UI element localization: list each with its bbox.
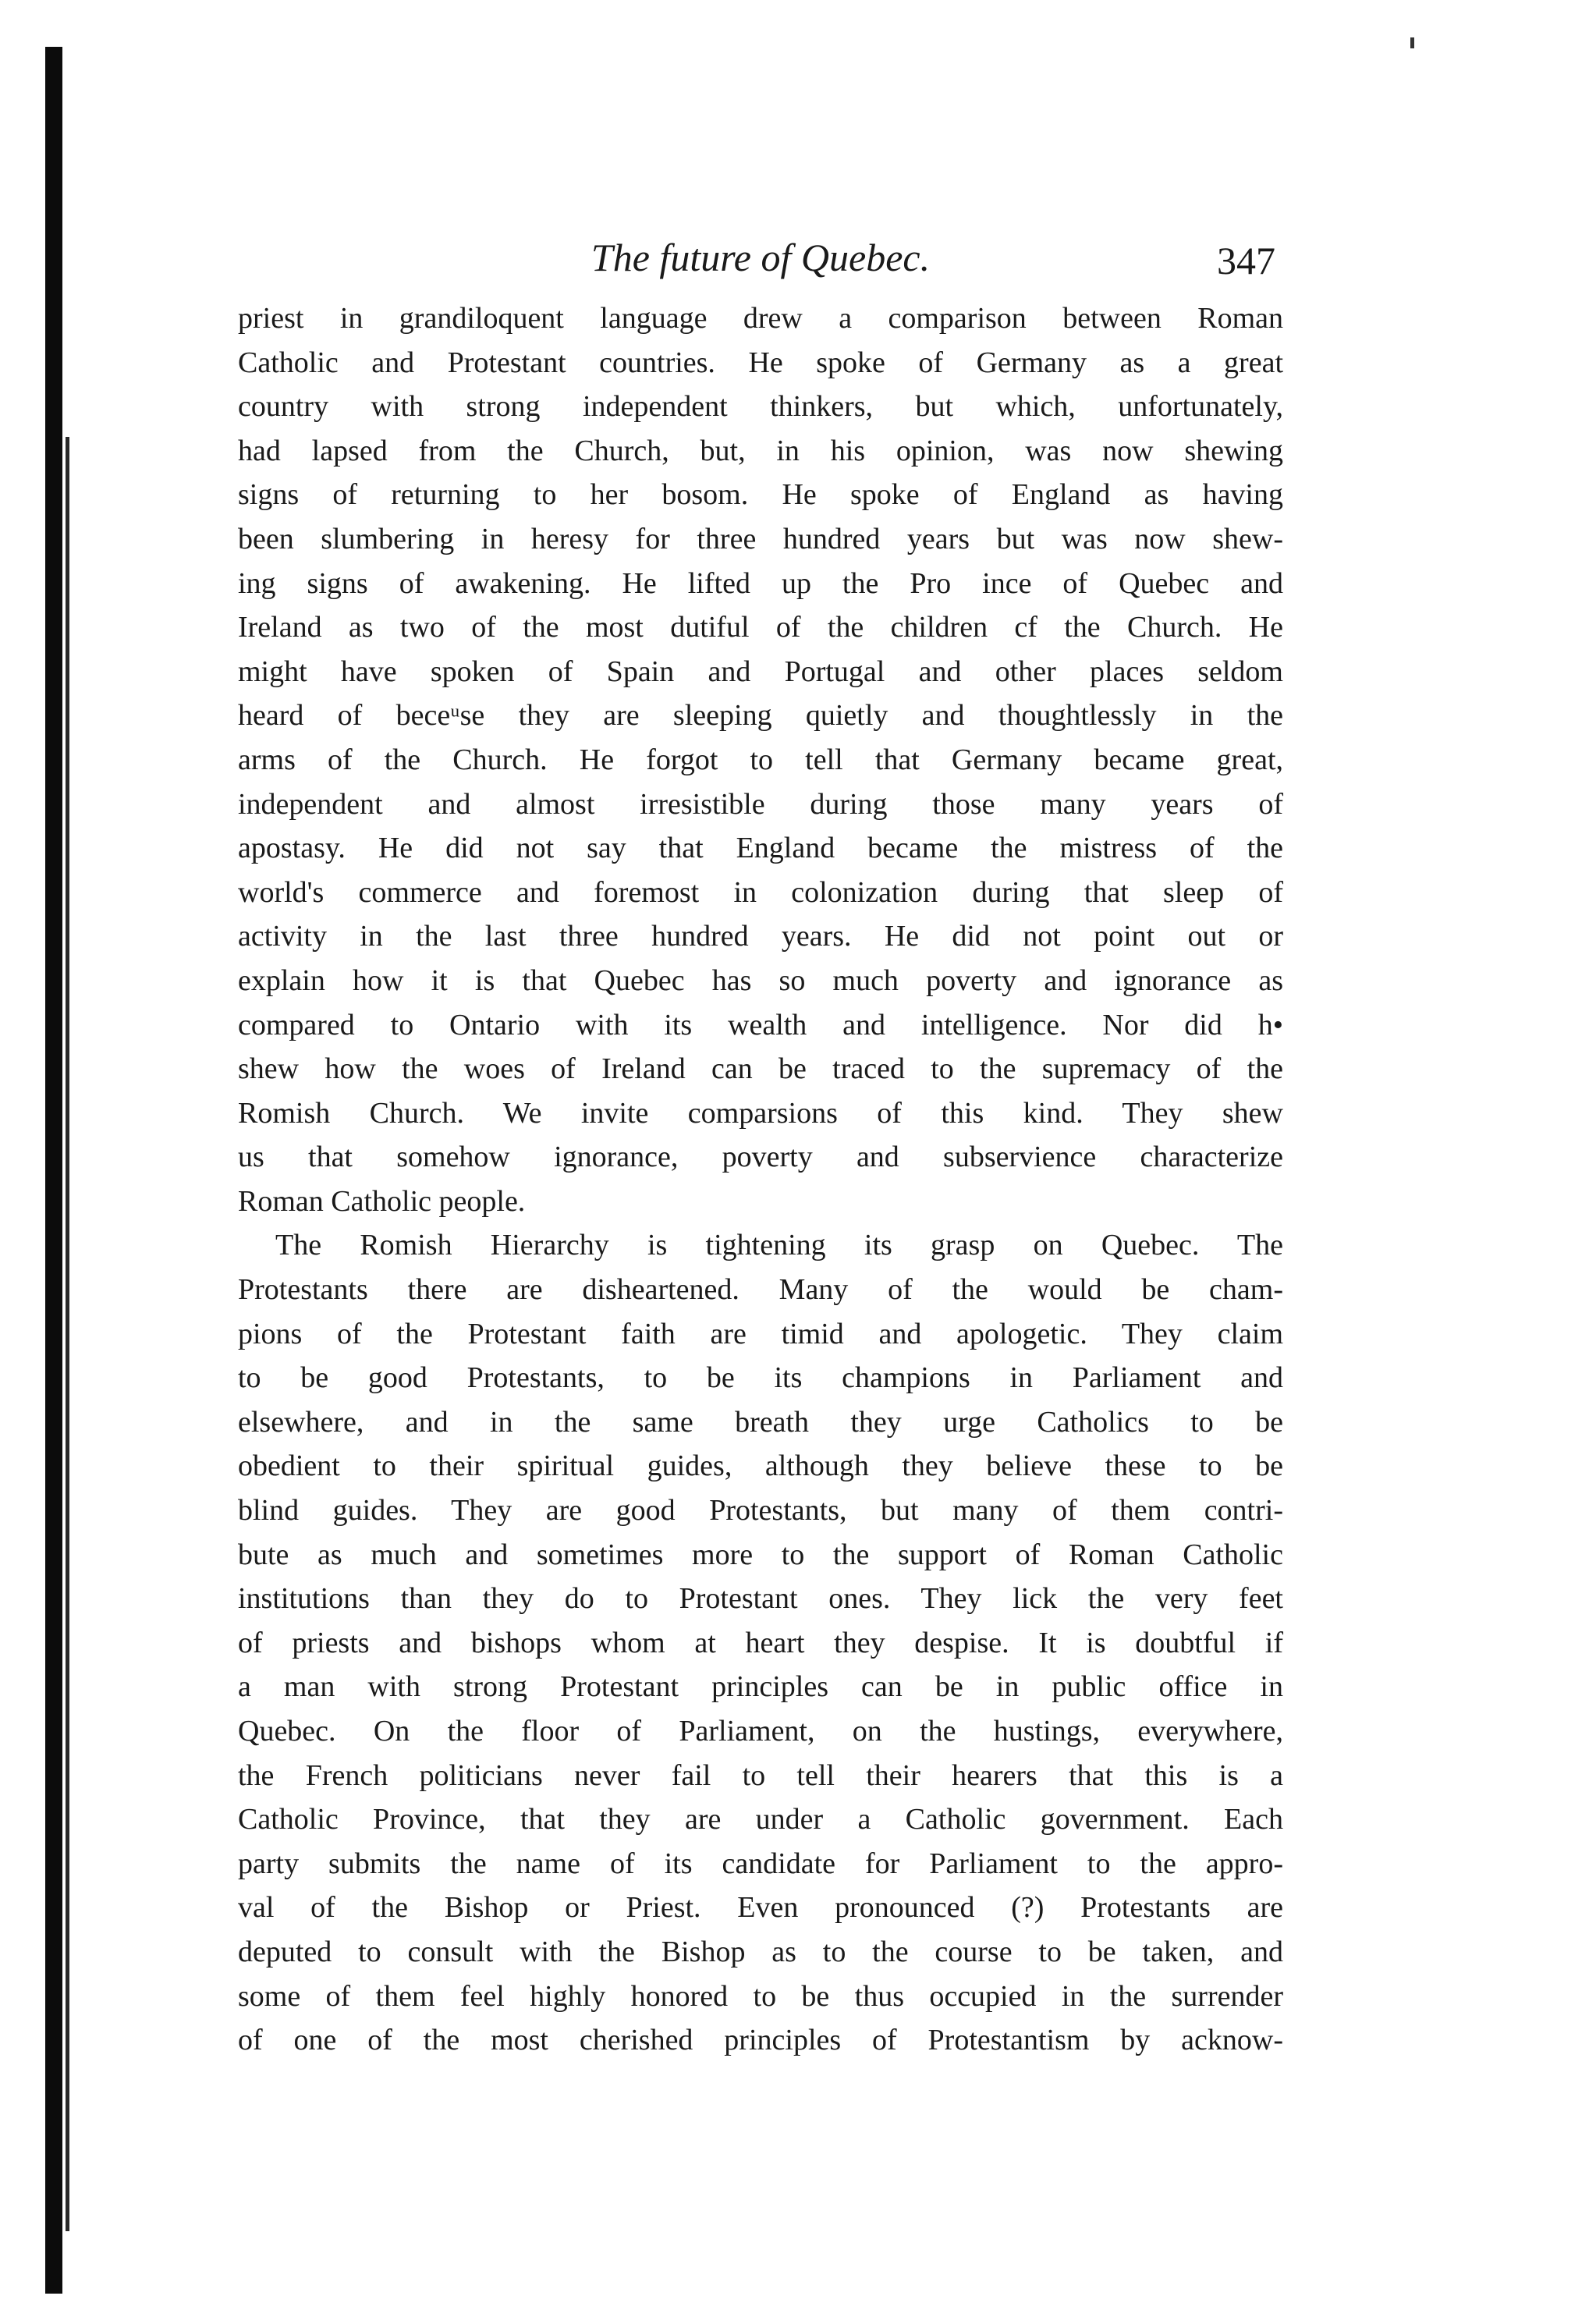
text-line: compared to Ontario with its wealth and intelligence. Nor did h• — [238, 1008, 1283, 1041]
text-line: Ireland as two of the most dutiful of the children cf the Church. He — [238, 611, 1283, 644]
text-line: us that somehow ignorance, poverty and subservience characterize — [238, 1141, 1283, 1174]
text-line: of one of the most cherished principles of Protestantism by acknow- — [238, 2024, 1283, 2057]
text-line: Catholic and Protestant countries. He spoke of Germany as a great — [238, 346, 1283, 379]
binding-edge-line — [66, 437, 69, 2231]
text-line: independent and almost irresistible during those many years of — [238, 787, 1283, 821]
text-line: party submits the name of its candidate for Parliament to the appro- — [238, 1847, 1283, 1880]
text-line: obedient to their spiritual guides, although they believe these to be — [238, 1450, 1283, 1483]
text-line: apostasy. He did not say that England became the mistress of the — [238, 832, 1283, 865]
page-number: 347 — [1217, 239, 1275, 282]
text-line: explain how it is that Quebec has so much poverty and ignorance as — [238, 963, 1283, 997]
text-line: signs of returning to her bosom. He spoke of England as having — [238, 478, 1283, 512]
text-line: Romish Church. We invite comparsions of this kind. They shew — [238, 1096, 1283, 1130]
text-line: val of the Bishop or Priest. Even pronounced (?) Protestants are — [238, 1891, 1283, 1925]
paragraph-2 — [238, 1223, 1283, 2062]
text-line: heard of beceᵘse they are sleeping quietly and thoughtlessly in the — [238, 699, 1283, 733]
text-line: bute as much and sometimes more to the support of Roman Catholic — [238, 1538, 1283, 1571]
text-line: a man with strong Protestant principles can be in public office in — [238, 1670, 1283, 1704]
binding-edge-shadow — [45, 47, 62, 2294]
text-line: shew how the woes of Ireland can be traced to the supremacy of the — [238, 1052, 1283, 1086]
text-line: deputed to consult with the Bishop as to the course to be taken, and — [238, 1935, 1283, 1968]
text-line: Quebec. On the floor of Parliament, on the hustings, everywhere, — [238, 1715, 1283, 1748]
text-line: arms of the Church. He forgot to tell that Germany became great, — [238, 743, 1283, 776]
text-line: Protestants there are disheartened. Many of the would be cham- — [238, 1273, 1283, 1307]
text-line: been slumbering in heresy for three hundred years but was now shew- — [238, 522, 1283, 555]
text-line: country with strong independent thinkers, but which, unfortunately, — [238, 390, 1283, 424]
text-line: Roman Catholic people. — [238, 1184, 526, 1218]
page-content — [238, 234, 1283, 2063]
text-line: the French politicians never fail to tell their hearers that this is a — [238, 1758, 1283, 1792]
text-line: priest in grandiloquent language drew a comparison between Roman — [238, 302, 1283, 335]
text-line: Catholic Province, that they are under a Catholic government. Each — [238, 1803, 1283, 1836]
text-line: world's commerce and foremost in colonization during that sleep of — [238, 875, 1283, 909]
text-line: activity in the last three hundred years. He did not point out or — [238, 920, 1283, 953]
text-line: some of them feel highly honored to be thus occupied in the surrender — [238, 1979, 1283, 2013]
paragraph-1 — [238, 296, 1283, 1223]
text-line: had lapsed from the Church, but, in his opinion, was now shewing — [238, 434, 1283, 467]
text-line: The Romish Hierarchy is tightening its grasp on Quebec. The — [275, 1229, 1283, 1262]
text-line: of priests and bishops whom at heart they despise. It is doubtful if — [238, 1626, 1283, 1659]
text-line: institutions than they do to Protestant ones. They lick the very feet — [238, 1582, 1283, 1616]
running-title: The future of Quebec. — [591, 236, 931, 279]
text-line: to be good Protestants, to be its champions in Parliament and — [238, 1361, 1283, 1395]
text-line: blind guides. They are good Protestants, but many of them contri- — [238, 1494, 1283, 1528]
text-line: elsewhere, and in the same breath they urge Catholics to be — [238, 1405, 1283, 1439]
text-line: ing signs of awakening. He lifted up the Pro ince of Quebec and — [238, 566, 1283, 600]
corner-mark — [1410, 37, 1414, 48]
running-head — [238, 234, 1283, 296]
text-line: might have spoken of Spain and Portugal and other places seldom — [238, 655, 1283, 688]
text-line: pions of the Protestant faith are timid and apologetic. They claim — [238, 1317, 1283, 1350]
